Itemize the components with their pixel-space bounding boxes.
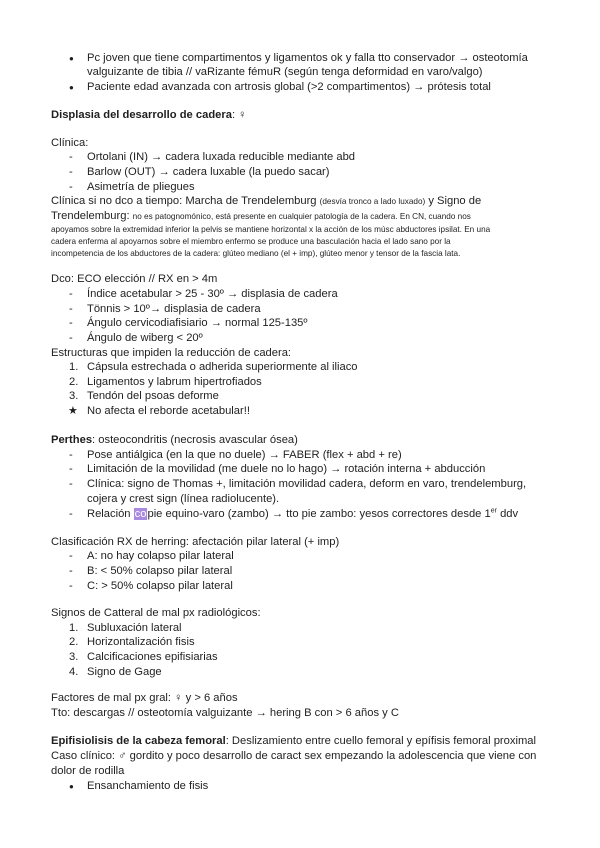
list-item: Signo de Gage — [87, 666, 162, 678]
list-item: Asimetría de pliegues — [87, 181, 195, 193]
bullet-text: Paciente edad avanzada con artrosis global (>2 compartimentos) → prótesis total — [87, 81, 491, 93]
dash-marker: - — [69, 151, 73, 163]
trendelemburg-small: incompetencia de los abductores de la cadera: glúteo mediano (el + imp), glúteo menor y tensor de la fascia lata. — [51, 249, 461, 258]
dash-marker: - — [69, 332, 73, 344]
bullet-text: Ensanchamiento de fisis — [87, 780, 209, 792]
dco-label: Dco: ECO elección // RX en > 4m — [51, 273, 218, 285]
list-item: C: > 50% colapso pilar lateral — [87, 580, 233, 592]
list-item: Tönnis > 10º→ displasia de cadera — [87, 303, 261, 315]
number-marker: 3. — [69, 651, 79, 663]
dash-marker: - — [69, 288, 73, 300]
tto-line: Tto: descargas // osteotomía valguizante → hering B con > 6 años y C — [51, 707, 399, 719]
list-item: Ligamentos y labrum hipertrofiados — [87, 376, 262, 388]
list-item: Pose antiálgica (en la que no duele) → FABER (flex + abd + re) — [87, 449, 402, 461]
bullet-dot: ● — [69, 83, 74, 92]
list-item: Relación copie equino-varo (zambo) → tto pie zambo: yesos correctores desde 1er ddv — [87, 507, 519, 520]
dash-marker: - — [69, 181, 73, 193]
list-item: Calcificaciones epifisiarias — [87, 651, 218, 663]
herring-label: Clasificación RX de herring: afectación pilar lateral (+ imp) — [51, 536, 340, 548]
dash-marker: - — [69, 550, 73, 562]
list-item: Barlow (OUT) → cadera luxable (la puedo sacar) — [87, 166, 330, 178]
list-item: Clínica: signo de Thomas +, limitación movilidad cadera, deform en varo, trendelemburg, — [87, 478, 527, 490]
estructuras-label: Estructuras que impiden la reducción de cadera: — [51, 347, 292, 359]
section-heading-ddc: Displasia del desarrollo de cadera: ♀ — [51, 109, 247, 121]
factores-line: Factores de mal px gral: ♀ y > 6 años — [51, 692, 238, 704]
highlighted-text: co — [134, 508, 147, 520]
star-icon: ★ — [68, 405, 79, 417]
list-item: A: no hay colapso pilar lateral — [87, 550, 234, 562]
bullet-dot: ● — [69, 782, 74, 791]
caso-clinico-line: Caso clínico: ♂ gordito y poco desarrollo de caract sex empezando la adolescencia que viene con — [51, 750, 537, 762]
list-item: Horizontalización fisis — [87, 636, 195, 648]
trendelemburg-line: Trendelemburg: no es patognomónico, está presente en cualquier patología de la cadera. En CN, cuando nos — [51, 210, 471, 222]
list-item: Ángulo de wiberg < 20º — [87, 332, 203, 344]
dash-marker: - — [69, 166, 73, 178]
number-marker: 2. — [69, 376, 79, 388]
number-marker: 3. — [69, 390, 79, 402]
list-item: Ángulo cervicodiafisiario → normal 125-135º — [87, 317, 308, 329]
trendelemburg-small: apoyamos sobre la extremidad inferior la pelvis se mantiene horizontal x la acción de los músc abductores ipsilat. En una — [51, 225, 491, 234]
number-marker: 1. — [69, 361, 79, 373]
bullet-dot: ● — [69, 54, 74, 63]
dash-marker: - — [69, 508, 73, 520]
dash-marker: - — [69, 565, 73, 577]
dash-marker: - — [69, 580, 73, 592]
list-item: Limitación de la movilidad (me duele no lo hago) → rotación interna + abducción — [87, 463, 486, 475]
catterall-label: Signos de Catteral de mal px radiológicos: — [51, 607, 261, 619]
dash-marker: - — [69, 478, 73, 490]
list-item: Cápsula estrechada o adherida superiormente al iliaco — [87, 361, 358, 373]
caso-clinico-cont: dolor de rodilla — [51, 765, 125, 777]
trendelemburg-line: Clínica si no dco a tiempo: Marcha de Trendelemburg (desvía tronco a lado luxado) y Signo de — [51, 195, 482, 207]
number-marker: 2. — [69, 636, 79, 648]
list-item: Tendón del psoas deforme — [87, 390, 219, 402]
section-heading-epifisiolisis: Epifisiolisis de la cabeza femoral: Deslizamiento entre cuello femoral y epífisis femoral proximal — [51, 735, 536, 747]
section-heading-perthes: Perthes: osteocondritis (necrosis avascular ósea) — [51, 434, 298, 446]
list-item-cont: cojera y crest sign (línea radiolucente). — [87, 493, 280, 505]
bullet-text-cont: valguizante de tibia // vaRizante fémuR (según tenga deformidad en varo/valgo) — [87, 66, 483, 78]
trendelemburg-small: cadera enferma al apoyarnos sobre el miembro enfermo se produce una basculación hacia el lado sano por la — [51, 237, 451, 246]
dash-marker: - — [69, 463, 73, 475]
list-item: B: < 50% colapso pilar lateral — [87, 565, 233, 577]
clinica-label: Clínica: — [51, 137, 89, 149]
number-marker: 1. — [69, 622, 79, 634]
number-marker: 4. — [69, 666, 79, 678]
dash-marker: - — [69, 317, 73, 329]
list-item: Subluxación lateral — [87, 622, 182, 634]
list-item: Ortolani (IN) → cadera luxada reducible mediante abd — [87, 151, 356, 163]
list-item: Índice acetabular > 25 - 30º → displasia de cadera — [87, 288, 338, 300]
dash-marker: - — [69, 303, 73, 315]
dash-marker: - — [69, 449, 73, 461]
list-item: No afecta el reborde acetabular!! — [87, 405, 250, 417]
bullet-text: Pc joven que tiene compartimentos y ligamentos ok y falla tto conservador → osteotomía — [87, 52, 528, 64]
